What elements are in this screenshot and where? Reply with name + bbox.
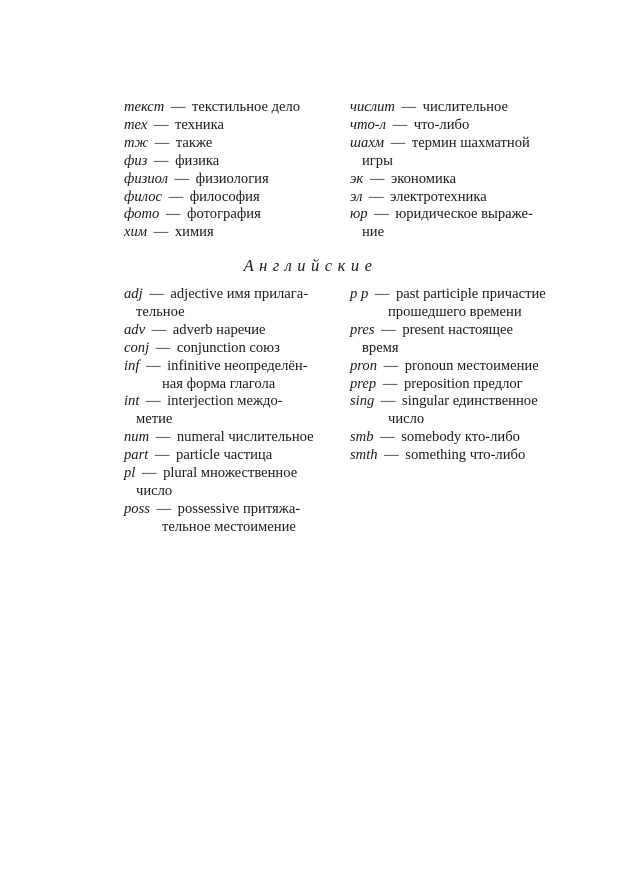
em-dash-separator: — [369,170,385,187]
entry-continuation-line: число [388,411,425,428]
abbreviation-entry [124,465,346,501]
abbreviation-term: adj [124,286,143,302]
abbreviation-entry [124,206,339,224]
abbreviation-definition: present настоящее [402,321,513,338]
abbreviation-definition: также [175,134,213,151]
em-dash-separator: — [369,188,384,205]
em-dash-separator: — [374,206,389,223]
abbreviation-term: int [124,393,140,410]
em-dash-separator: — [390,134,406,151]
em-dash-separator: — [383,357,399,374]
abbreviation-definition: физика [175,152,220,169]
abbreviation-entry [350,322,572,358]
entry-first-line [350,286,572,304]
abbreviation-term: что-л [350,116,387,133]
entry-continuation-line: ние [362,224,385,241]
abbreviation-term: poss [124,500,150,517]
entry-first-line [124,153,339,171]
abbreviation-entry [350,429,572,447]
abbreviation-term: prep [350,375,377,392]
abbreviation-entry [124,153,339,171]
entry-first-line [350,376,572,394]
em-dash-separator: — [155,339,171,356]
abbreviation-definition: техника [175,116,224,133]
entry-first-line [124,286,346,304]
abbreviation-entry [124,286,346,322]
abbreviation-definition: физиология [195,170,269,187]
abbreviation-term: числит [350,99,395,115]
em-dash-separator: — [153,116,169,133]
entry-first-line [124,206,339,224]
abbreviation-term: pl [124,465,136,482]
abbreviation-definition: adjective имя прилага- [170,286,309,302]
entry-continuation-line: число [136,482,173,499]
abbreviation-term: физиол [124,170,168,187]
entry-first-line [124,99,339,117]
english-abbr-column-right [350,286,572,465]
abbreviation-definition: possessive притяжа- [177,500,301,517]
abbreviation-definition: юридическое выраже- [395,206,533,223]
abbreviation-entry [350,286,572,322]
em-dash-separator: — [145,393,161,410]
abbreviation-entry [350,99,565,117]
abbreviation-entry [124,447,346,465]
entry-first-line [124,171,339,189]
abbreviation-entry [124,429,346,447]
abbreviation-term: тех [124,116,148,133]
abbreviation-entry [350,447,572,465]
em-dash-separator: — [174,170,190,187]
entry-first-line [350,429,572,447]
abbreviation-definition: экономика [390,170,457,187]
em-dash-separator: — [153,152,169,169]
em-dash-separator: — [170,99,186,115]
abbreviation-term: эл [350,188,363,205]
entry-first-line [350,322,572,340]
abbreviation-definition: электротехника [390,188,487,205]
em-dash-separator: — [155,429,171,446]
abbreviation-entry [350,189,565,207]
abbreviation-definition: something что-либо [405,447,526,464]
abbreviation-term: хим [124,224,148,241]
em-dash-separator: — [384,447,399,464]
abbreviation-definition: singular единственное [402,393,538,410]
abbreviation-definition: preposition предлог [403,375,523,392]
abbreviation-entry [124,189,339,207]
abbreviation-entry [350,358,572,376]
entry-first-line [124,340,346,358]
abbreviation-entry [124,117,339,135]
abbreviation-entry [350,393,572,429]
abbreviation-term: smb [350,429,374,446]
abbreviation-entry [124,224,339,242]
abbreviation-term: p p [350,286,369,302]
em-dash-separator: — [381,321,396,338]
em-dash-separator: — [154,447,170,464]
entry-first-line [124,429,346,447]
abbreviation-term: sing [350,393,375,410]
abbreviation-entry [124,393,346,429]
abbreviation-entry [350,135,565,171]
entry-first-line [124,117,339,135]
abbreviation-term: тж [124,134,149,151]
entry-first-line [350,206,565,224]
abbreviation-definition: что-либо [413,116,470,133]
em-dash-separator: — [374,286,390,302]
abbreviation-term: pres [350,321,375,338]
entry-continuation-line: прошедшего времени [388,303,522,320]
english-section-heading: Английские [243,256,378,275]
abbreviation-definition: plural множественное [163,465,298,482]
abbreviation-definition: past participle причастие [395,286,546,302]
abbreviation-entry [124,135,339,153]
abbreviation-definition: pronoun местоимение [404,357,539,374]
abbreviation-definition: числительное [422,99,508,115]
em-dash-separator: — [145,357,161,374]
abbreviation-definition: философия [189,188,260,205]
abbreviation-term: фото [124,206,160,223]
entry-first-line [350,189,565,207]
abbreviation-entry [350,171,565,189]
abbreviation-definition: particle частица [176,447,273,464]
em-dash-separator: — [154,134,170,151]
em-dash-separator: — [382,375,398,392]
abbreviation-term: smth [350,447,378,464]
abbreviation-entry [124,358,346,394]
abbreviation-term: филос [124,188,162,205]
abbreviation-definition: химия [174,224,214,241]
em-dash-separator: — [380,393,396,410]
entry-first-line [124,465,346,483]
english-abbr-column-left [124,286,346,537]
entry-first-line [124,224,339,242]
entry-continuation-line: игры [362,152,393,169]
abbreviation-definition: numeral числительное [176,429,314,446]
em-dash-separator: — [156,500,172,517]
em-dash-separator: — [392,116,408,133]
abbreviation-entry [350,376,572,394]
abbreviation-entry [124,501,346,537]
entry-continuation-line: метие [136,411,173,428]
abbreviation-term: шахм [350,134,385,151]
abbreviation-term: pron [350,357,378,374]
abbreviation-definition: фотография [187,206,261,223]
abbreviation-definition: infinitive неопределён- [167,357,308,374]
entry-first-line [124,189,339,207]
entry-continuation-line: время [362,339,399,356]
abbreviation-entry [124,340,346,358]
em-dash-separator: — [153,224,169,241]
abbreviation-definition: термин шахматной [411,134,530,151]
em-dash-separator: — [165,206,181,223]
abbreviation-definition: somebody кто-либо [401,429,520,446]
entry-first-line [350,393,572,411]
abbreviation-definition: interjection междо- [167,393,283,410]
abbreviation-term: физ [124,152,148,169]
entry-continuation-line: тельное местоимение [162,518,296,535]
em-dash-separator: — [141,465,157,482]
entry-first-line [124,447,346,465]
abbreviation-definition: текстильное дело [192,99,301,115]
em-dash-separator: — [401,99,417,115]
abbreviation-entry [350,206,565,242]
em-dash-separator: — [380,429,395,446]
entry-first-line [124,501,346,519]
entry-first-line [350,99,565,117]
abbreviation-definition: conjunction союз [176,339,280,356]
abbreviation-term: part [124,447,149,464]
entry-first-line [124,393,346,411]
entry-first-line [350,447,572,465]
em-dash-separator: — [151,321,167,338]
entry-first-line [124,322,346,340]
entry-continuation-line: тельное [136,303,185,320]
entry-first-line [350,135,565,153]
em-dash-separator: — [168,188,184,205]
abbreviation-term: conj [124,339,150,356]
russian-abbr-column-right [350,99,565,242]
em-dash-separator: — [149,286,164,302]
entry-first-line [124,135,339,153]
abbreviation-entry [124,171,339,189]
abbreviation-entry [124,322,346,340]
abbreviation-term: inf [124,357,140,374]
abbreviation-term: текст [124,99,165,115]
abbreviation-term: юр [350,206,368,223]
russian-abbr-column-left [124,99,339,242]
entry-first-line [124,358,346,376]
abbreviation-term: num [124,429,150,446]
abbreviation-term: эк [350,170,364,187]
abbreviation-term: adv [124,321,146,338]
entry-first-line [350,117,565,135]
abbreviation-definition: adverb наречие [172,321,266,338]
entry-first-line [350,358,572,376]
entry-first-line [350,171,565,189]
abbreviation-entry [124,99,339,117]
abbreviation-entry [350,117,565,135]
entry-continuation-line: ная форма глагола [162,375,276,392]
